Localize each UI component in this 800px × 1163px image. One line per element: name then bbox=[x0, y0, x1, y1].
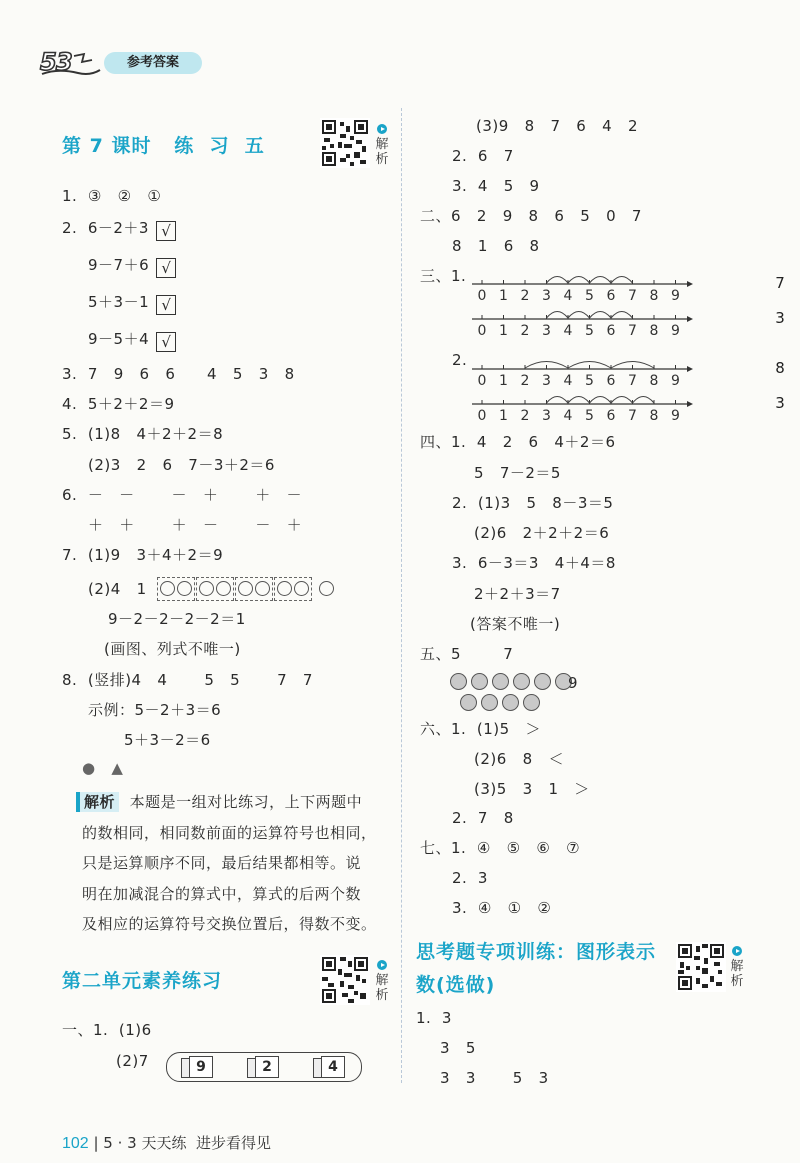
jump-arc bbox=[568, 312, 590, 319]
r-line-13: 2＋2＋3＝7 bbox=[474, 585, 561, 603]
r-line-18: (2)6 8 ＜ bbox=[474, 750, 564, 768]
tick-label: 7 bbox=[628, 323, 637, 339]
circle-shape bbox=[177, 581, 192, 596]
card-group bbox=[166, 1052, 362, 1082]
answer-line-2 bbox=[62, 218, 176, 241]
r-line-20: 2. 7 8 bbox=[452, 809, 514, 827]
think-title-1: 思考题专项训练：图形表示 bbox=[416, 941, 657, 963]
tick-label: 4 bbox=[563, 288, 573, 304]
right-column bbox=[402, 0, 800, 1163]
tick-label: 1 bbox=[499, 373, 508, 389]
analysis-line-2: 的数相同，相同数前面的运算符号也相同， bbox=[82, 824, 377, 842]
number-line-2 bbox=[472, 309, 785, 339]
tick-label: 0 bbox=[477, 373, 487, 389]
tick-label: 8 bbox=[649, 373, 659, 389]
tick-label: 4 bbox=[563, 323, 573, 339]
tick-label: 6 bbox=[606, 288, 616, 304]
jump-arc bbox=[590, 397, 612, 404]
answer-line-6b: ＋ ＋ ＋ － － ＋ bbox=[88, 516, 303, 534]
r-line-16: 9 bbox=[568, 674, 579, 692]
answer-key-badge: 参考答案 bbox=[104, 52, 202, 74]
answer-line-8b: 示例：5－2＋3＝6 bbox=[88, 701, 222, 719]
answer-line-7b bbox=[88, 577, 335, 601]
check-box: √ bbox=[156, 295, 176, 315]
play-icon bbox=[377, 124, 387, 134]
gray-circle bbox=[471, 673, 488, 690]
circle-shape bbox=[255, 581, 270, 596]
play-icon bbox=[732, 946, 742, 956]
axis-arrow bbox=[687, 281, 693, 287]
answer-line-7c: 9－2－2－2－2＝1 bbox=[108, 610, 246, 628]
check-box: √ bbox=[156, 332, 176, 352]
r-line-7: 2. bbox=[452, 351, 468, 369]
jump-arc bbox=[568, 397, 590, 404]
result-label: 3 bbox=[775, 309, 785, 327]
r-line-10: 2. (1)3 5 8－3＝5 bbox=[452, 494, 614, 512]
answer-line-2d bbox=[88, 329, 176, 352]
check-box: √ bbox=[156, 221, 176, 241]
circle-shape bbox=[294, 581, 309, 596]
tick-label: 9 bbox=[671, 408, 680, 424]
number-card: 9 bbox=[189, 1056, 213, 1078]
unit-line-2: (2)7 bbox=[116, 1052, 149, 1070]
circle-group bbox=[235, 577, 273, 601]
series-name: 5 · 3 天天练 bbox=[103, 1134, 187, 1152]
analysis-label: 解析 bbox=[76, 792, 119, 812]
tick-label: 7 bbox=[628, 288, 637, 304]
tick-label: 8 bbox=[649, 323, 659, 339]
lesson-title: 第 7 课时 练 习 五 bbox=[62, 135, 265, 157]
number-line-group bbox=[472, 262, 794, 424]
number-card: 2 bbox=[255, 1056, 279, 1078]
jump-arc bbox=[611, 312, 633, 319]
tick-label: 1 bbox=[499, 323, 508, 339]
answer-line-8c: 5＋3－2＝6 bbox=[124, 731, 211, 749]
qr-code-icon[interactable] bbox=[676, 942, 726, 992]
tick-label: 6 bbox=[606, 323, 616, 339]
think-line-2: 3 5 bbox=[440, 1039, 476, 1057]
jump-arc bbox=[547, 397, 569, 404]
tick-label: 3 bbox=[542, 408, 551, 424]
tick-label: 3 bbox=[542, 288, 551, 304]
unit-title: 第二单元素养练习 bbox=[62, 970, 223, 992]
circle-shape bbox=[319, 581, 334, 596]
analysis-line-1 bbox=[76, 792, 362, 812]
axis-arrow bbox=[687, 316, 693, 322]
circle-group bbox=[157, 577, 195, 601]
axis-arrow bbox=[687, 366, 693, 372]
jump-arc bbox=[547, 277, 569, 284]
think-line-1: 1. 3 bbox=[416, 1009, 452, 1027]
jump-arc bbox=[590, 277, 612, 284]
tick-label: 5 bbox=[585, 323, 594, 339]
r-line-22: 2. 3 bbox=[452, 869, 488, 887]
gray-circle bbox=[481, 694, 498, 711]
tick-label: 0 bbox=[477, 323, 487, 339]
r-line-17: 六、1. (1)5 ＞ bbox=[420, 720, 541, 738]
jump-arc bbox=[611, 397, 633, 404]
number-line-3 bbox=[472, 359, 785, 389]
circle-shape bbox=[199, 581, 214, 596]
analysis-line-4: 明在加减混合的算式中，算式的后两个数 bbox=[82, 885, 362, 903]
tick-label: 2 bbox=[520, 373, 530, 389]
think-title-2: 数(选做) bbox=[416, 974, 496, 996]
answer-line-7: 7. (1)9 3＋4＋2＝9 bbox=[62, 546, 224, 564]
jump-arc bbox=[611, 277, 633, 284]
answer-line-8: 8. (竖排)4 4 5 5 7 7 bbox=[62, 671, 313, 689]
answer-line-2b bbox=[88, 255, 176, 278]
page-footer: 102 | 5 · 3 天天练 进步看得见 bbox=[62, 1134, 272, 1152]
circle-shape bbox=[238, 581, 253, 596]
gray-circle bbox=[513, 673, 530, 690]
expr-text: 2. 6－2＋3 bbox=[62, 219, 149, 237]
qr-analysis-tag: 解析 bbox=[375, 137, 389, 167]
r-line-12: 3. 6－3＝3 4＋4＝8 bbox=[452, 554, 616, 572]
expr-text: 5＋3－1 bbox=[88, 293, 150, 311]
answer-line-3: 3. 7 9 6 6 4 5 3 8 bbox=[62, 365, 295, 383]
circle-group bbox=[196, 577, 234, 601]
result-label: 3 bbox=[775, 394, 785, 412]
answer-line-5b: (2)3 2 6 7－3＋2＝6 bbox=[88, 456, 275, 474]
play-icon bbox=[377, 960, 387, 970]
tick-label: 6 bbox=[606, 408, 616, 424]
jump-arc bbox=[547, 312, 569, 319]
shape-symbols: ● ▲ bbox=[82, 759, 124, 777]
analysis-line-3: 只是运算顺序不同，最后结果都相等。说 bbox=[82, 854, 362, 872]
tick-label: 4 bbox=[563, 408, 573, 424]
number-line-4 bbox=[472, 394, 785, 424]
gray-circle bbox=[502, 694, 519, 711]
tick-label: 1 bbox=[499, 288, 508, 304]
answer-line-6: 6. － － － ＋ ＋ － bbox=[62, 486, 303, 504]
tick-label: 0 bbox=[477, 288, 487, 304]
r-line-15: 五、5 7 bbox=[420, 645, 514, 663]
tick-label: 7 bbox=[628, 408, 637, 424]
tick-label: 0 bbox=[477, 408, 487, 424]
qr-code-icon[interactable] bbox=[320, 955, 370, 1005]
qr-code-icon[interactable] bbox=[320, 118, 370, 168]
number-line-1 bbox=[472, 274, 785, 304]
qr-analysis-tag: 解析 bbox=[375, 973, 389, 1003]
tick-label: 8 bbox=[649, 288, 659, 304]
jump-arc bbox=[568, 277, 590, 284]
circle-shape bbox=[160, 581, 175, 596]
tick-label: 2 bbox=[520, 288, 530, 304]
r-line-6: 三、1. bbox=[420, 267, 467, 285]
r-line-11: (2)6 2＋2＋2＝6 bbox=[474, 524, 610, 542]
tick-label: 7 bbox=[628, 373, 637, 389]
tick-label: 3 bbox=[542, 323, 551, 339]
circle-shape bbox=[216, 581, 231, 596]
number-card: 4 bbox=[321, 1056, 345, 1078]
r-line-9: 5 7－2＝5 bbox=[474, 464, 561, 482]
gray-circle bbox=[460, 694, 477, 711]
think-line-3: 3 3 5 3 bbox=[440, 1069, 549, 1087]
gray-circle-row-1 bbox=[450, 672, 579, 692]
answer-line-5: 5. (1)8 4＋2＋2＝8 bbox=[62, 425, 224, 443]
svg-text:3: 3 bbox=[56, 48, 73, 76]
r-line-19: (3)5 3 1 ＞ bbox=[474, 780, 590, 798]
tick-label: 5 bbox=[585, 373, 594, 389]
tick-label: 9 bbox=[671, 288, 680, 304]
r-line-3: 3. 4 5 9 bbox=[452, 177, 540, 195]
answer-line-7d: (画图、列式不唯一) bbox=[104, 640, 241, 658]
r-line-21: 七、1. ④ ⑤ ⑥ ⑦ bbox=[420, 839, 581, 857]
gray-circle-row-2 bbox=[460, 693, 544, 712]
axis-arrow bbox=[687, 401, 693, 407]
qr-analysis-tag: 解析 bbox=[730, 959, 744, 989]
gray-circle bbox=[450, 673, 467, 690]
tick-label: 6 bbox=[606, 373, 616, 389]
r-line-1: (3)9 8 7 6 4 2 bbox=[476, 117, 639, 135]
circle-shape bbox=[277, 581, 292, 596]
tick-label: 2 bbox=[520, 323, 530, 339]
svg-text:5: 5 bbox=[40, 48, 57, 76]
tick-label: 1 bbox=[499, 408, 508, 424]
gray-circle bbox=[523, 694, 540, 711]
tick-label: 2 bbox=[520, 408, 530, 424]
expr-text: 9－5＋4 bbox=[88, 330, 150, 348]
expr-text: 9－7＋6 bbox=[88, 256, 150, 274]
jump-arc bbox=[590, 312, 612, 319]
answer-line-2c bbox=[88, 292, 176, 315]
unit-line-1: 一、1. (1)6 bbox=[62, 1021, 152, 1039]
analysis-text: 本题是一组对比练习，上下两题中 bbox=[129, 793, 363, 811]
tick-label: 5 bbox=[585, 408, 594, 424]
gray-circle bbox=[492, 673, 509, 690]
r-line-23: 3. ④ ① ② bbox=[452, 899, 552, 917]
result-label: 8 bbox=[775, 359, 785, 377]
jump-arc bbox=[633, 397, 655, 404]
slogan: 进步看得见 bbox=[196, 1134, 272, 1152]
expr-text: (2)4 1 bbox=[88, 580, 147, 598]
r-line-2: 2. 6 7 bbox=[452, 147, 514, 165]
gray-circle bbox=[534, 673, 551, 690]
r-line-8: 四、1. 4 2 6 4＋2＝6 bbox=[420, 433, 616, 451]
r-line-4: 二、6 2 9 8 6 5 0 7 bbox=[420, 207, 642, 225]
tick-label: 5 bbox=[585, 288, 594, 304]
tick-label: 3 bbox=[542, 373, 551, 389]
analysis-line-5: 及相应的运算符号交换位置后，得数不变。 bbox=[82, 915, 377, 933]
tick-label: 4 bbox=[563, 373, 573, 389]
r-line-5: 8 1 6 8 bbox=[452, 237, 540, 255]
page-number: 102 bbox=[62, 1135, 89, 1152]
tick-label: 9 bbox=[671, 373, 680, 389]
result-label: 7 bbox=[775, 274, 785, 292]
answer-line-4: 4. 5＋2＋2＝9 bbox=[62, 395, 175, 413]
tick-label: 9 bbox=[671, 323, 680, 339]
check-box: √ bbox=[156, 258, 176, 278]
circle-group bbox=[274, 577, 312, 601]
r-line-14: (答案不唯一) bbox=[470, 615, 561, 633]
tick-label: 8 bbox=[649, 408, 659, 424]
answer-line-1: 1. ③ ② ① bbox=[62, 187, 162, 205]
